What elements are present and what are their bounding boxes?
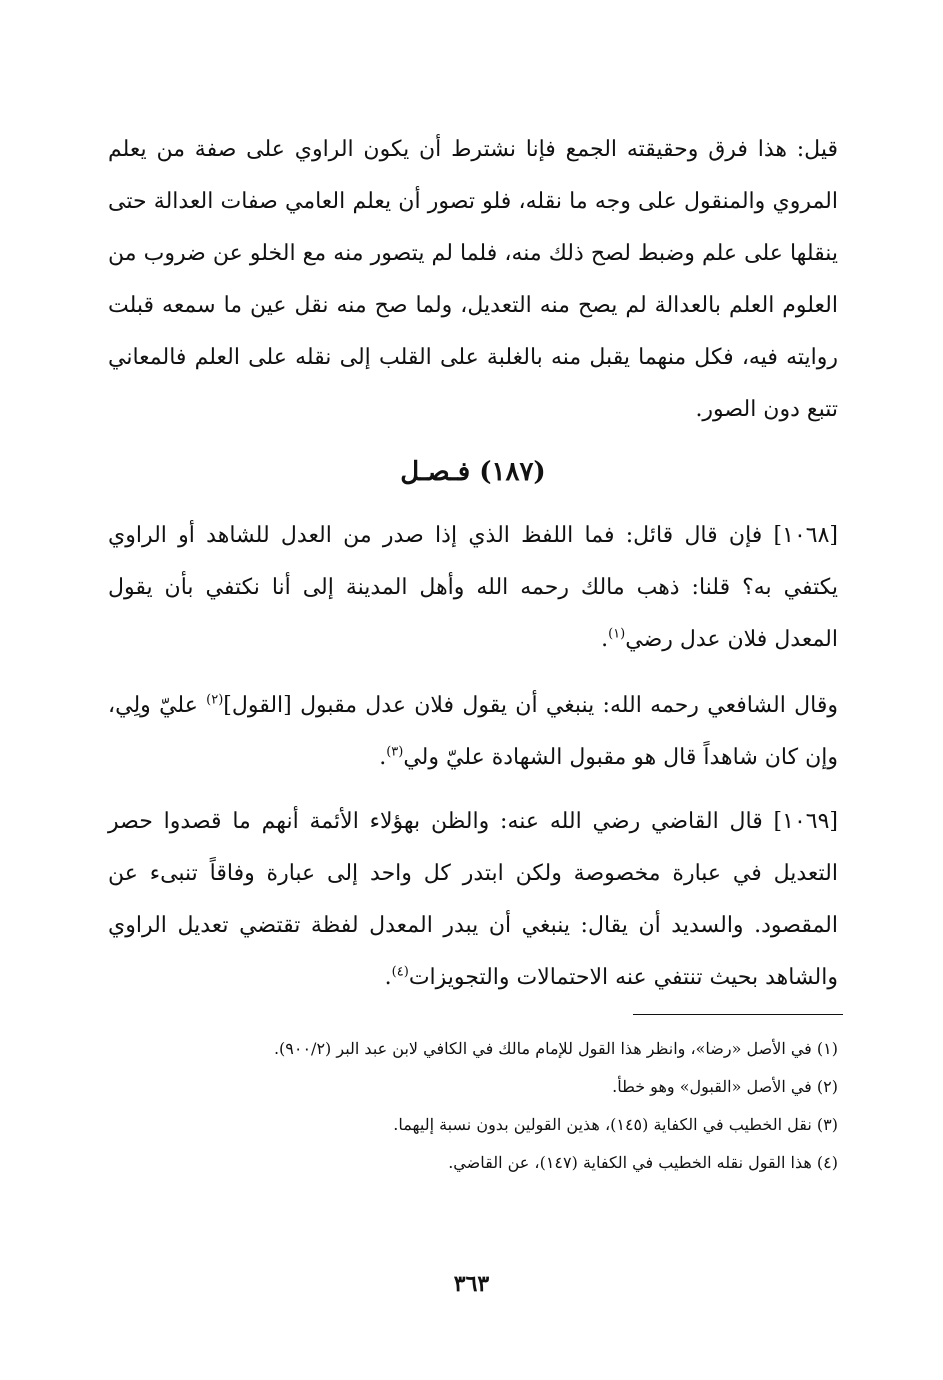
footnote-3: (٣) نقل الخطيب في الكفاية (١٤٥)، هذين القولين بدون نسبة إليهما. bbox=[393, 1115, 838, 1134]
footnote-4: (٤) هذا القول نقله الخطيب في الكفاية (١٤٧)، عن القاضي. bbox=[448, 1153, 838, 1172]
footnotes-section bbox=[108, 1030, 838, 1182]
footnote-marker-4[interactable]: (٤) bbox=[391, 964, 409, 980]
footnote-divider bbox=[633, 1014, 843, 1015]
paragraph-3-end: . bbox=[379, 745, 387, 770]
paragraph-4 bbox=[108, 796, 838, 1004]
section-heading: (١٨٧) فـصـل bbox=[400, 457, 546, 487]
paragraph-3-text-b: عليّ ولِي، وإن كان شاهداً قال هو مقبول الشهادة عليّ ولي bbox=[108, 693, 838, 770]
paragraph-3 bbox=[108, 680, 838, 784]
paragraph-2-text: [١٠٦٨] فإن قال قائل: فما اللفظ الذي إذا صدر من العدل للشاهد أو الراوي يكتفي به؟ قلنا: ذهب مالك رحمه الله وأهل المدينة إلى أنا نكتفي بأن يقول المعدل فلان عدل رضي bbox=[108, 523, 838, 652]
footnote-1: (١) في الأصل «رضا»، وانظر هذا القول للإمام مالك في الكافي لابن عبد البر (٩٠٠/٢). bbox=[273, 1039, 838, 1058]
page-number: ٣٦٣ bbox=[453, 1271, 490, 1297]
footnote-2: (٢) في الأصل «القبول» وهو خطأ. bbox=[612, 1077, 838, 1096]
paragraph-2-end: . bbox=[601, 627, 609, 652]
paragraph-2 bbox=[108, 510, 838, 666]
footnote-marker-1[interactable]: (١) bbox=[608, 626, 626, 642]
paragraph-1-text: قيل: هذا فرق وحقيقته الجمع فإنا نشترط أن يكون الراوي على صفة من يعلم المروي والمنقول على وجه ما نقله، فلو تصور أن يعلم العامي صفات العدالة حتى ينقلها على علم وضبط لصح ذلك منه، فلما لم يتصور منه مع الخلو عن ضروب من العلوم العلم بالعدالة لم يصح منه التعديل، ولما صح منه نقل عين ما سمعه قبلت روايته فيه، فكل منهما يقبل منه بالغلبة على القلب إلى نقله على العلم فالمعاني تتبع دون الصور. bbox=[108, 137, 838, 422]
paragraph-4-end: . bbox=[384, 965, 392, 990]
footnote-marker-2[interactable]: (٢) bbox=[206, 692, 224, 708]
paragraph-1 bbox=[108, 124, 838, 436]
paragraph-4-text: [١٠٦٩] قال القاضي رضي الله عنه: والظن بهؤلاء الأئمة أنهم ما قصدوا حصر التعديل في عبارة مخصوصة ولكن ابتدر كل واحد إلى عبارة وفاقاً تنبىء عن المقصود. والسديد أن يقال: ينبغي أن يبدر المعدل لفظة تقتضي تعديل الراوي والشاهد بحيث تنتفي عنه الاحتمالات والتجويزات bbox=[108, 809, 838, 990]
paragraph-3-text-a: وقال الشافعي رحمه الله: ينبغي أن يقول فلان عدل مقبول [القول] bbox=[223, 693, 838, 718]
footnote-marker-3[interactable]: (٣) bbox=[386, 744, 404, 760]
